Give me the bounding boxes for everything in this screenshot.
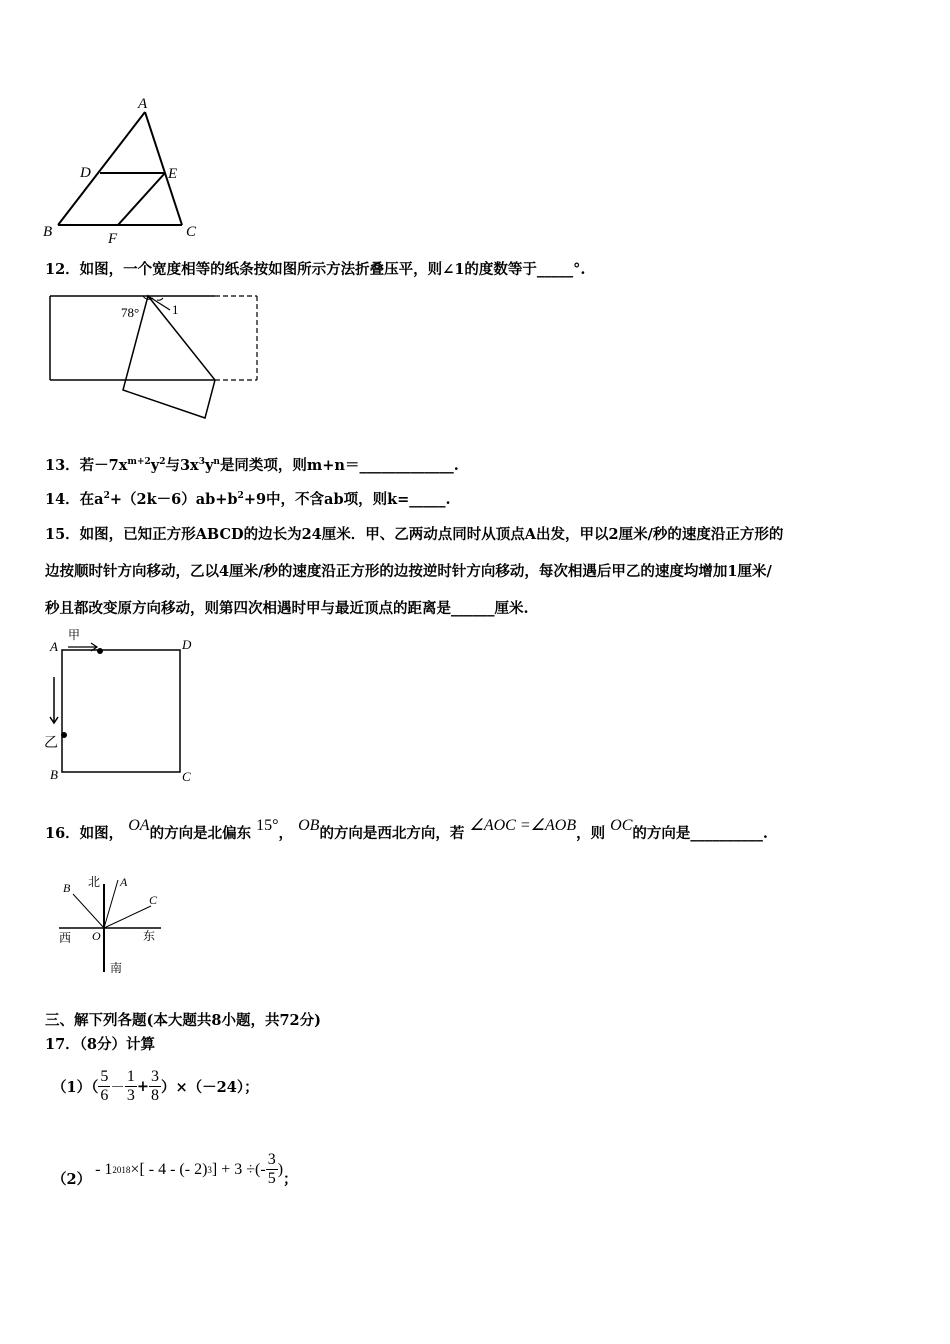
frac4-num: 3 [267,1151,276,1168]
segment-EF [118,173,165,225]
label-E: E [168,166,178,182]
ray-OA [104,880,118,928]
ray-OC [104,906,151,928]
p2-expr2: ×[ - 4 - (- 2) [130,1160,208,1178]
label-B: B [50,767,58,782]
label-south: 南 [110,961,123,975]
p2-exp1: 2018 [112,1164,131,1175]
question-15-line2: 边按顺时针方向移动，乙以4厘米/秒的速度沿正方形的边按逆时针方向移动，每次相遇后甲乙的速度均增加1厘米/ [45,563,772,580]
q16-t2: 的方向是北偏东 [149,825,252,842]
q14-post: +9中，不含ab项，则k=_____. [243,491,451,508]
square-ABCD [62,650,180,772]
p1-label: （1）（ [52,1079,99,1096]
p2-expr3: ] + 3 ÷(- [211,1160,266,1178]
q16-eq: ∠AOC =∠AOB [469,817,577,834]
fraction-3-5 [266,1151,278,1188]
q16-t3: ， [278,825,294,842]
q16-t4: 的方向是西北方向，若 [319,825,465,842]
label-A: A [120,875,128,889]
q14-sup2: 2 [237,491,244,501]
p2-exp2: 3 [207,1164,212,1175]
q16-oc: OC [610,817,633,834]
p1-op1: － [110,1080,125,1096]
label-west: 西 [59,931,72,945]
q14-sup1: 2 [103,491,110,501]
q16-t1: 16．如图， [45,825,124,842]
compass-figure [55,870,170,980]
triangle-figure [40,92,210,247]
question-12: 12．如图，一个宽度相等的纸条按如图所示方法折叠压平，则∠1的度数等于_____°. [45,261,586,278]
q16-t6: 的方向是__________. [632,825,768,842]
p2-expression [95,1151,283,1188]
label-C: C [186,224,197,240]
frac2-den: 3 [126,1087,135,1104]
label-A: A [50,639,58,654]
question-14 [45,488,451,509]
label-F: F [108,231,118,247]
q13-mid2: 与3x [165,457,199,474]
question-13 [45,454,459,475]
p1-op2: + [136,1078,149,1095]
fold-line [148,296,170,310]
square-figure [42,625,207,790]
q13-pre: 13．若－7x [45,457,128,474]
frac2-num: 1 [126,1068,135,1085]
label-A: A [138,96,148,112]
label-C: C [182,769,191,784]
label-D: D [80,165,91,181]
p2-tail: ； [283,1171,298,1188]
q16-t5: ，则 [576,825,606,842]
q13-sup3: 3 [198,457,205,467]
paper-strip-figure [45,290,265,425]
p2-label: （2） [52,1171,92,1188]
q13-mid3: y [204,457,214,474]
frac4-den: 5 [267,1170,276,1187]
frac3-num: 3 [151,1068,159,1085]
q16-oa: OA [128,817,150,834]
yi-point [61,732,67,738]
segment-AB [58,112,145,225]
question-15-line3: 秒且都改变原方向移动，则第四次相遇时甲与最近顶点的距离是______厘米. [45,600,529,617]
question-16 [45,817,768,843]
fraction-5-6 [98,1068,110,1105]
label-east: 东 [143,929,156,943]
label-yi: 乙 [44,736,58,751]
q16-deg: 15° [256,817,279,834]
label-O: O [92,929,101,943]
frac3-den: 8 [151,1087,159,1104]
question-17-part-1 [52,1068,259,1105]
p2-expr1: - 1 [95,1160,113,1178]
label-D: D [182,637,192,652]
p2-expr4: ) [277,1160,284,1178]
q16-ob: OB [298,817,320,834]
q13-sup2: 2 [159,457,166,467]
angle-1-label: 1 [172,302,179,317]
section-3-title: 三、解下列各题(本大题共8小题，共72分) [45,1012,321,1029]
label-C: C [149,893,158,907]
question-17-title: 17．（8分）计算 [45,1036,156,1053]
angle-arc-1 [157,298,163,300]
frac1-num: 5 [100,1068,109,1085]
jia-point [97,648,103,654]
q14-mid: +（2k－6）ab+b [109,491,238,508]
label-B: B [43,224,53,240]
label-jia: 甲 [68,628,81,642]
p1-tail: ）×（－24）； [161,1079,259,1096]
question-15-line1: 15．如图，已知正方形ABCD的边长为24厘米．甲、乙两动点同时从顶点A出发，甲以2厘米/秒的速度沿正方形的 [45,526,784,543]
fraction-3-8 [149,1068,161,1105]
label-B: B [63,881,71,895]
q14-pre: 14．在a [45,491,104,508]
q13-post: 是同类项，则m+n＝_____________. [219,457,459,474]
label-north: 北 [88,875,101,889]
angle-78-label: 78° [121,305,140,320]
q13-mid1: y [150,457,160,474]
fraction-1-3 [125,1068,137,1105]
q13-sup4: n [213,457,220,467]
q13-sup1: m+2 [127,457,151,467]
ray-OB [73,894,104,928]
question-17-part-2 [52,1150,298,1189]
frac1-den: 6 [100,1087,109,1104]
